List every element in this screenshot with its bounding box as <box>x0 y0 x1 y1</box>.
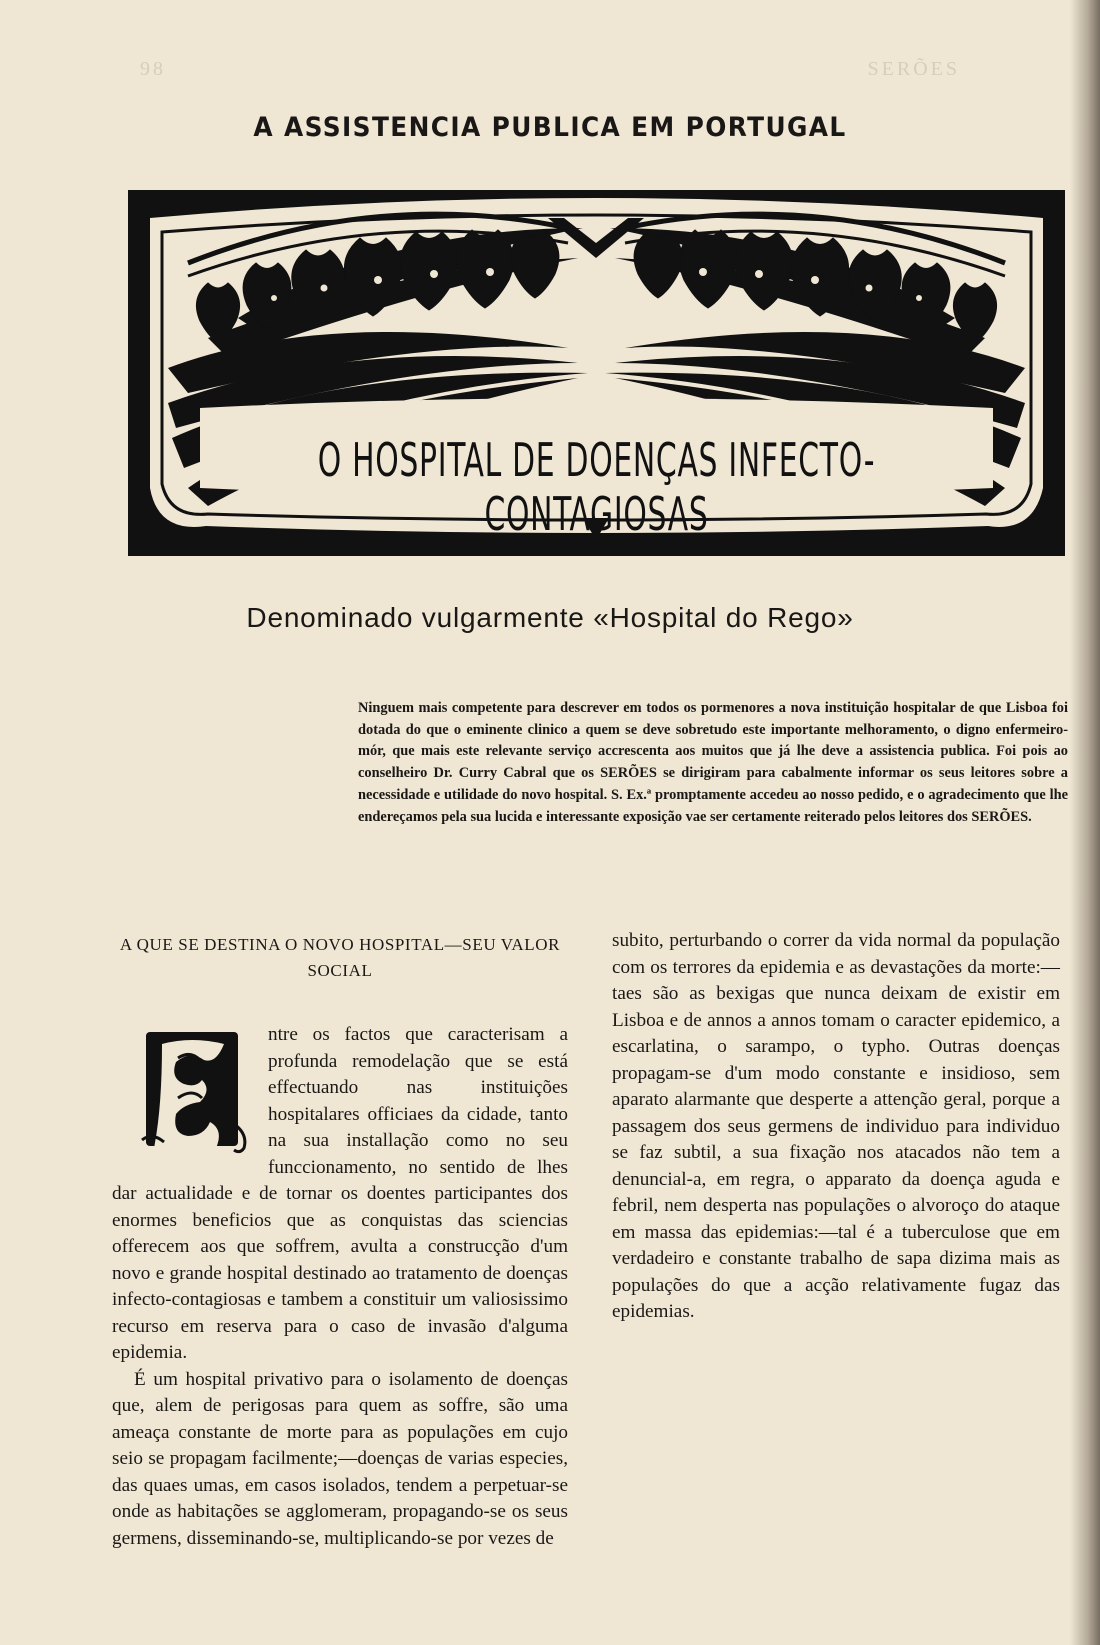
intro-paragraph: Ninguem mais competente para descrever em todos os pormenores a nova instituição hospitalar de que Lisboa foi dotada do que o eminente clinico a quem se deve sobretudo este importante melhoramento, o digno enfermeiro-mór, que mais este relevante serviço accrescenta aos muitos que já lhe deve a assistencia publica. Foi pois ao conselheiro Dr. Curry Cabral que os SERÕES se dirigiram para cabalmente informar os seus leitores sobre a necessidade e utilidade do novo hospital. S. Ex.ª promptamente accedeu ao nosso pedido, e o agradecimento que lhe endereçamos pela sua lucida e interessante exposição vae ser certamente reiterado pelos leitores dos SERÕES. <box>358 700 1068 825</box>
article-column-left <box>112 932 568 1552</box>
page-edge-shadow <box>1070 0 1100 1645</box>
paragraph-2: É um hospital privativo para o isolamento de doenças que, alem de perigosas para quem as soffre, são uma ameaça constante de morte para as populações em cujo seio se propagam facilmente;—doenças de varias especies, das quaes umas, em casos isolados, tendem a perpetuar-se onde as habitações se agglomeram, propagando-se os seus germens, disseminando-se, multiplicando-se por vezes de <box>112 1368 568 1549</box>
ornate-dropcap-e-icon <box>138 1028 256 1156</box>
art-nouveau-banner <box>128 188 1065 558</box>
article-heading: A QUE SE DESTINA O NOVO HOSPITAL—SEU VALOR SOCIAL <box>119 935 561 980</box>
article-column-right <box>612 928 1060 1326</box>
banner-title: O HOSPITAL DE DOENÇAS INFECTO-CONTAGIOSAS <box>317 433 876 541</box>
section-title: A ASSISTENCIA PUBLICA EM PORTUGAL <box>253 112 847 143</box>
running-head-page: 98 <box>140 58 166 80</box>
article-subtitle: Denominado vulgarmente «Hospital do Rego» <box>246 602 854 633</box>
running-head-bleedthrough <box>140 58 960 81</box>
running-head-text: SERÕES <box>867 58 960 80</box>
paragraph-2-continued: subito, perturbando o correr da vida normal da população com os terrores da epidemia e as devastações da morte:—taes são as bexigas que nunca deixam de existir em Lisboa e de annos a annos tomam o caracter epidemico, a escarlatina, o sarampo, o typho. Outras doenças propagam-se d'um modo constante e insidioso, sem aparato alarmante que desperte a attenção geral, porque a passagem dos seus germens de individuo para individuo se faz subtil, a sua fixação nos atacados não tem a denuncial-a, em regra, o apparato da doença aguda e febril, nem desperta nas populações o alvoroço do ataque em massa das epidemias:—tal é a tuberculose que em verdadeiro e constante trabalho de sapa dizima mais as populações do que a acção relativamente fugaz das epidemias. <box>612 930 1060 1322</box>
paragraph-1: ntre os factos que caracterisam a profunda remodelação que se está effectuando nas instituições hospitalares officiaes da cidade, tanto na sua installação como no seu funccionamento, no sentido de lhes dar actualidade e de tornar os doentes participantes dos enormes beneficios que as conquistas das sciencias offerecem aos que soffrem, avulta a construcção d'um novo e grande hospital destinado ao tratamento de doenças infecto-contagiosas e tambem a constituir um valiosissimo recurso em reserva para o caso de invasão d'alguma epidemia. <box>112 1024 568 1363</box>
